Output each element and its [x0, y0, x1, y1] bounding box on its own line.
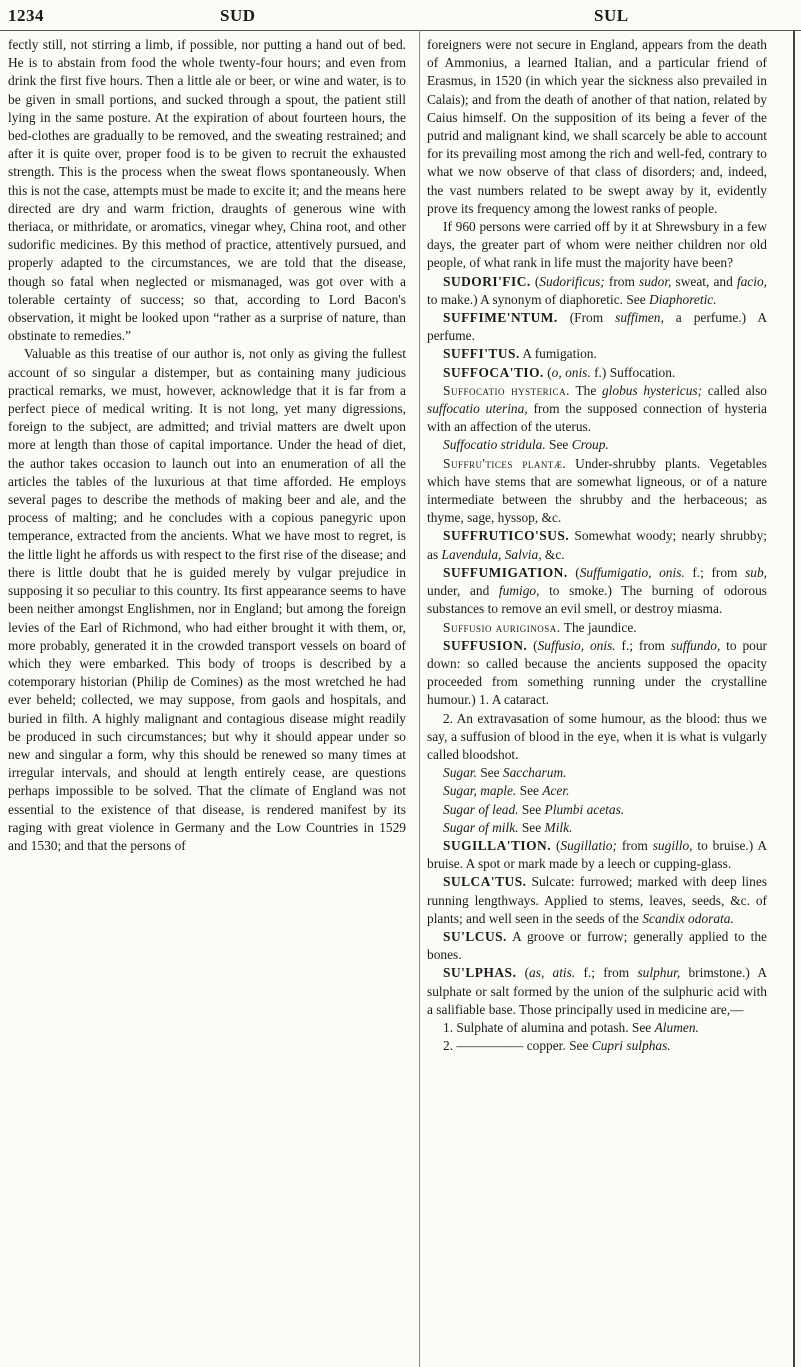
- entry-suffusion: SUFFUSION. (Suffusio, onis. f.; from suffundo, to pour down: so called because the ancients supposed the opacity proceeded from something running under the crystalline humour.) 1. A cataract.: [427, 637, 767, 708]
- paragraph: fectly still, not stirring a limb, if possible, nor putting a hand out of bed. He is to abstain from food the whole twenty-four hours; and even from drink the first five hours. Then a little ale or beer, or wine and water, is to be given in small portions, and sucked through a spout, the patient still lying in the same posture. At the expiration of about fourteen hours, the bed-clothes are gradually to be removed, and the sweating restrained; and after it is quite over, proper food is to be given to recruit the exhausted strength. This is the process when the sweat flows spontaneously. When this is not the case, attempts must be made to excite it; and the means here directed are dry and warm friction, draughts of generous wine with theriaca, or mithridate, or aromatics, vinegar whey, China root, and other sudorific medicines. By this method of practice, attentively pursued, and properly adapted to the circumstances, we are told that the disease, though so fatal when neglected or mismanaged, was got over with a tolerable certainty of success; so that, according to Lord Bacon's observation, it might be looked upon “rather as a surprise of nature, than obstinate to remedies.”: [8, 37, 406, 344]
- right-column: [427, 36, 767, 1367]
- entry-sulphas-2: 2. ————— copper. See Cupri sulphas.: [443, 1038, 671, 1054]
- entry-suffocatio-hysterica: Suffocatio hysterica. The globus hystericus; called also suffocatio uterina, from the supposed connection of hysteria with an affection of the uterus.: [427, 382, 767, 435]
- entry-suffusion-sense-2: 2. An extravasation of some humour, as the blood: thus we say, a suffusion of blood in the eye, when it is what is vulgarly called bloodshot.: [427, 710, 767, 762]
- headword: SU'LCUS.: [443, 928, 507, 944]
- left-column: [8, 36, 406, 1367]
- entry-sugillation: SUGILLA'TION. (Sugillatio; from sugillo, to bruise.) A bruise. A spot or mark made by a leech or cupping-glass.: [427, 837, 767, 872]
- headword: Suffru'tices plantæ.: [443, 455, 567, 471]
- entry-sugar-of-milk: Sugar of milk. See Milk.: [443, 819, 573, 835]
- headword: SUFFUMIGATION.: [443, 564, 568, 580]
- running-head-left: SUD: [220, 6, 256, 25]
- entry-suffrutices: Suffru'tices plantæ. Under-shrubby plants. Vegetables which have stems that are somewhat ligneous, or of a nature intermediate between the shrubby and the herbaceous; as thyme, sage, hyssop, &c.: [427, 455, 767, 526]
- column-divider: [419, 30, 420, 1367]
- running-head-right: SUL: [594, 6, 629, 25]
- entry-sulphas: SU'LPHAS. (as, atis. f.; from sulphur, brimstone.) A sulphate or salt formed by the union of the sulphuric acid with a salifiable base. Those principally used in medicine are,—: [427, 965, 767, 1017]
- paragraph: Valuable as this treatise of our author is, not only as giving the fullest account of so singular a distemper, but as containing many judicious practical remarks, we must, however, acknowledge that it is far from a perfect piece of medical writing. It is not long, yet many digressions, foreign to the subject, are admitted; and trivial matters are dwelt upon more at length than those of capital importance. Under the head of diet, the author takes occasion to launch out into an enumeration of all the articles the tables of the luxurious at that time afforded. He employs several pages to describe the methods of making beer and ale, and the process of malting; and he concludes with a copious panegyric upon temperance, extracted from the ancients. What we have most to regret, is the little light he affords us with respect to the first rise of the disease; and there is little doubt that he is guided merely by vulgar prejudice in supposing it so peculiar to this country. Its first appearance seems to have been neither amongst Englishmen, nor in England; but among the foreign levies of the Earl of Richmond, who had either brought it with them, or, more probably, generated it in the crowded transport vessels on board of which they were embarked. This body of troops is described by a cotemporary historian (Philip de Comines) as the most wretched he had ever beheld; collected, we may suppose, from gaols and hospitals, and buried in filth. A highly malignant and contagious disease might readily be produced in such circumstances; but why it should appear under so new and singular a form, why this should be renewed so many times at irregular intervals, and should at length entirely cease, are questions perhaps impossible to be solved. That the climate of England was not essential to the existence of that disease, is rendered manifest by its raging with great violence in Germany and the Low Countries in 1529 and 1530; and that the persons of: [8, 346, 406, 853]
- headword: SUFFIME'NTUM.: [443, 310, 558, 326]
- entry-suffusio-auriginosa: Suffusio auriginosa. The jaundice.: [443, 619, 637, 635]
- entry-sulcus: SU'LCUS. A groove or furrow; generally applied to the bones.: [427, 928, 767, 963]
- entry-sulcatus: SULCA'TUS. Sulcate: furrowed; marked with deep lines running lengthways. Applied to stems, leaves, seeds, &c. of plants; and well seen in the seeds of the Scandix odorata.: [427, 874, 767, 926]
- headword: SUFFOCA'TIO.: [443, 364, 544, 380]
- entry-suffimentum: SUFFIME'NTUM. (From suffimen, a perfume.) A perfume.: [427, 310, 767, 344]
- page-edge: [793, 30, 795, 1367]
- headword: SUFFUSION.: [443, 637, 528, 653]
- entry-sugar-of-lead: Sugar of lead. See Plumbi acetas.: [443, 801, 625, 817]
- headword: SUFFI'TUS.: [443, 346, 520, 362]
- headword: SUFFRUTICO'SUS.: [443, 528, 570, 544]
- headword: Suffocatio hysterica.: [443, 382, 570, 398]
- headword: SULCA'TUS.: [443, 874, 527, 890]
- page-number: 1234: [8, 6, 44, 25]
- entry-sudorific: SUDORI'FIC. (Sudorificus; from sudor, sweat, and facio, to make.) A synonym of diaphoretic. See Diaphoretic.: [427, 273, 767, 307]
- entry-suffocatio: SUFFOCA'TIO. (o, onis. f.) Suffocation.: [443, 364, 676, 380]
- entry-sugar: Sugar. See Saccharum.: [443, 765, 567, 781]
- entry-suffumigation: SUFFUMIGATION. (Suffumigatio, onis. f.; from sub, under, and fumigo, to smoke.) The burning of odorous substances to remove an evil smell, or destroy miasma.: [427, 564, 767, 617]
- entry-sulphas-1: 1. Sulphate of alumina and potash. See Alumen.: [443, 1019, 699, 1035]
- entry-suffitus: SUFFI'TUS. A fumigation.: [443, 346, 597, 362]
- entry-suffruticosus: SUFFRUTICO'SUS. Somewhat woody; nearly shrubby; as Lavendula, Salvia, &c.: [427, 528, 767, 562]
- entry-sugar-maple: Sugar, maple. See Acer.: [443, 783, 570, 799]
- paragraph: If 960 persons were carried off by it at Shrewsbury in a few days, the greater part of whom were neither children nor old people, of what rank in life must the majority have been?: [427, 219, 767, 271]
- header-rule: [0, 30, 801, 31]
- headword: SUGILLA'TION.: [443, 837, 552, 853]
- headword: Suffusio auriginosa.: [443, 619, 561, 635]
- headword: SUDORI'FIC.: [443, 273, 531, 289]
- entry-suffocatio-stridula: Suffocatio stridula. See Croup.: [443, 437, 609, 453]
- page-header: [8, 6, 788, 28]
- headword: SU'LPHAS.: [443, 965, 517, 981]
- paragraph: foreigners were not secure in England, appears from the death of Ammonius, a learned Italian, and a particular friend of Erasmus, in 1520 (in which year the sickness also prevailed in Calais); and from the death of another of that nation, related by Caius himself. On the supposition of its being a fever of the putrid and malignant kind, we shall scarcely be able to account for its prevailing most among the rich and well-fed, contrary to what we now observe of that class of disorders; and, indeed, the vast numbers related to be swept away by it, evidently prove its frequency among the lowest ranks of people.: [427, 37, 767, 216]
